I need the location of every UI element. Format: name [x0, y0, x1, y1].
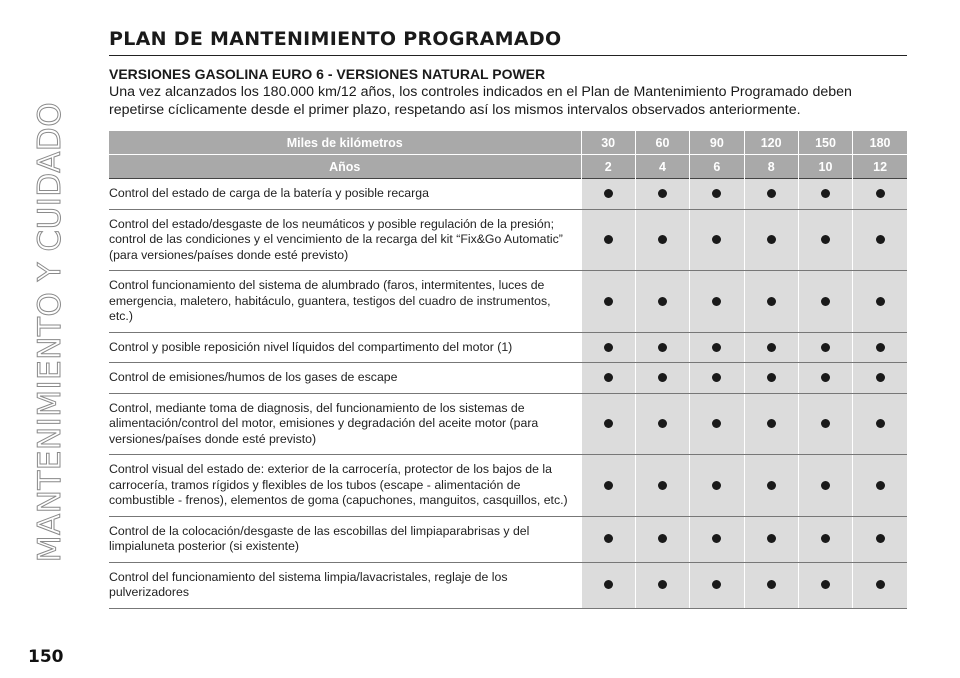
years-header-row [109, 155, 907, 179]
page-content [109, 28, 907, 609]
table-row [109, 332, 907, 363]
interval-cell [798, 516, 852, 562]
section-side-title: MANTENIMIENTO Y CUIDADO [32, 101, 68, 563]
interval-cell [853, 393, 907, 455]
task-description: Control, mediante toma de diagnosis, del funcionamiento de los sistemas de alimentación/control del motor, emisiones y degradación del aceite motor (para versiones/países donde esté previsto) [109, 393, 581, 455]
scheduled-dot-icon [821, 481, 830, 490]
interval-cell [635, 516, 689, 562]
scheduled-dot-icon [604, 189, 613, 198]
interval-cell [581, 332, 635, 363]
interval-cell [581, 516, 635, 562]
interval-cell [690, 332, 744, 363]
interval-cell [635, 209, 689, 271]
task-description: Control funcionamiento del sistema de alumbrado (faros, intermitentes, luces de emergencia, maletero, habitáculo, guantera, testigos del cuadro de instrumentos, etc.) [109, 271, 581, 333]
interval-cell [635, 179, 689, 210]
interval-cell [798, 363, 852, 394]
scheduled-dot-icon [876, 189, 885, 198]
km-header-value: 120 [744, 131, 798, 155]
years-header-value: 8 [744, 155, 798, 179]
table-body [109, 179, 907, 609]
interval-cell [744, 363, 798, 394]
years-header-value: 10 [798, 155, 852, 179]
interval-cell [581, 562, 635, 608]
years-header-value: 2 [581, 155, 635, 179]
km-header-label: Miles de kilómetros [109, 131, 581, 155]
km-header-value: 90 [690, 131, 744, 155]
interval-cell [581, 271, 635, 333]
interval-cell [690, 179, 744, 210]
table-header [109, 131, 907, 179]
task-description: Control de emisiones/humos de los gases de escape [109, 363, 581, 394]
scheduled-dot-icon [712, 235, 721, 244]
interval-cell [581, 393, 635, 455]
interval-cell [690, 455, 744, 517]
years-header-value: 4 [635, 155, 689, 179]
task-description: Control visual del estado de: exterior de la carrocería, protector de los bajos de la carrocería, tramos rígidos y flexibles de los tubos (escape - alimentación de combustible - frenos), elementos de goma (capuchones, manguitos, casquillos, etc.) [109, 455, 581, 517]
scheduled-dot-icon [712, 373, 721, 382]
years-header-label: Años [109, 155, 581, 179]
interval-cell [744, 562, 798, 608]
interval-cell [635, 271, 689, 333]
interval-cell [798, 179, 852, 210]
scheduled-dot-icon [658, 373, 667, 382]
scheduled-dot-icon [712, 580, 721, 589]
interval-cell [635, 332, 689, 363]
interval-cell [853, 562, 907, 608]
scheduled-dot-icon [712, 343, 721, 352]
scheduled-dot-icon [821, 235, 830, 244]
scheduled-dot-icon [821, 373, 830, 382]
scheduled-dot-icon [821, 297, 830, 306]
section-subtitle: VERSIONES GASOLINA EURO 6 - VERSIONES NATURAL POWER [109, 66, 546, 82]
interval-cell [798, 455, 852, 517]
scheduled-dot-icon [604, 481, 613, 490]
interval-cell [744, 332, 798, 363]
interval-cell [798, 209, 852, 271]
scheduled-dot-icon [712, 297, 721, 306]
interval-cell [581, 455, 635, 517]
table-row [109, 455, 907, 517]
interval-cell [744, 179, 798, 210]
scheduled-dot-icon [767, 373, 776, 382]
interval-cell [690, 562, 744, 608]
scheduled-dot-icon [767, 189, 776, 198]
scheduled-dot-icon [604, 419, 613, 428]
scheduled-dot-icon [712, 189, 721, 198]
scheduled-dot-icon [712, 419, 721, 428]
scheduled-dot-icon [767, 419, 776, 428]
interval-cell [853, 455, 907, 517]
maintenance-table [109, 131, 907, 609]
scheduled-dot-icon [658, 534, 667, 543]
task-description: Control del estado de carga de la batería y posible recarga [109, 179, 581, 210]
scheduled-dot-icon [767, 343, 776, 352]
years-header-value: 6 [690, 155, 744, 179]
table-row [109, 562, 907, 608]
interval-cell [635, 455, 689, 517]
scheduled-dot-icon [876, 580, 885, 589]
scheduled-dot-icon [767, 534, 776, 543]
scheduled-dot-icon [658, 235, 667, 244]
interval-cell [690, 393, 744, 455]
scheduled-dot-icon [767, 481, 776, 490]
interval-cell [690, 363, 744, 394]
scheduled-dot-icon [876, 343, 885, 352]
scheduled-dot-icon [767, 580, 776, 589]
interval-cell [635, 363, 689, 394]
interval-cell [744, 271, 798, 333]
scheduled-dot-icon [876, 534, 885, 543]
interval-cell [798, 562, 852, 608]
interval-cell [798, 332, 852, 363]
table-row [109, 179, 907, 210]
scheduled-dot-icon [658, 580, 667, 589]
page-number: 150 [28, 647, 64, 667]
km-header-value: 30 [581, 131, 635, 155]
scheduled-dot-icon [767, 297, 776, 306]
interval-cell [690, 271, 744, 333]
interval-cell [744, 455, 798, 517]
scheduled-dot-icon [658, 343, 667, 352]
scheduled-dot-icon [658, 419, 667, 428]
interval-cell [744, 516, 798, 562]
km-header-value: 60 [635, 131, 689, 155]
interval-cell [798, 393, 852, 455]
scheduled-dot-icon [604, 235, 613, 244]
interval-cell [635, 393, 689, 455]
scheduled-dot-icon [604, 580, 613, 589]
table-row [109, 209, 907, 271]
scheduled-dot-icon [821, 580, 830, 589]
table-row [109, 393, 907, 455]
interval-cell [581, 363, 635, 394]
scheduled-dot-icon [821, 419, 830, 428]
scheduled-dot-icon [821, 534, 830, 543]
interval-cell [853, 209, 907, 271]
interval-cell [798, 271, 852, 333]
scheduled-dot-icon [767, 235, 776, 244]
scheduled-dot-icon [876, 373, 885, 382]
interval-cell [690, 516, 744, 562]
scheduled-dot-icon [604, 343, 613, 352]
km-header-row [109, 131, 907, 155]
intro-paragraph: Una vez alcanzados los 180.000 km/12 años, los controles indicados en el Plan de Mantenimiento Programado deben repetirse cíclicamente desde el primer plazo, respetando así los mismos intervalos observados anteriormente. [109, 84, 852, 118]
scheduled-dot-icon [821, 189, 830, 198]
interval-cell [690, 209, 744, 271]
scheduled-dot-icon [876, 297, 885, 306]
scheduled-dot-icon [604, 534, 613, 543]
scheduled-dot-icon [604, 373, 613, 382]
interval-cell [853, 179, 907, 210]
interval-cell [581, 179, 635, 210]
table-row [109, 363, 907, 394]
years-header-value: 12 [853, 155, 907, 179]
table-row [109, 516, 907, 562]
scheduled-dot-icon [876, 419, 885, 428]
task-description: Control y posible reposición nivel líquidos del compartimento del motor (1) [109, 332, 581, 363]
scheduled-dot-icon [876, 481, 885, 490]
km-header-value: 180 [853, 131, 907, 155]
interval-cell [744, 209, 798, 271]
interval-cell [635, 562, 689, 608]
interval-cell [853, 332, 907, 363]
scheduled-dot-icon [658, 189, 667, 198]
table-row [109, 271, 907, 333]
page-title: PLAN DE MANTENIMIENTO PROGRAMADO [109, 28, 907, 56]
scheduled-dot-icon [604, 297, 613, 306]
scheduled-dot-icon [821, 343, 830, 352]
scheduled-dot-icon [658, 297, 667, 306]
scheduled-dot-icon [876, 235, 885, 244]
task-description: Control del estado/desgaste de los neumáticos y posible regulación de la presión; control de las condiciones y el vencimiento de la recarga del kit “Fix&Go Automatic” (para versiones/países donde esté previsto) [109, 209, 581, 271]
scheduled-dot-icon [712, 534, 721, 543]
task-description: Control del funcionamiento del sistema limpia/lavacristales, reglaje de los pulverizadores [109, 562, 581, 608]
scheduled-dot-icon [712, 481, 721, 490]
scheduled-dot-icon [658, 481, 667, 490]
km-header-value: 150 [798, 131, 852, 155]
task-description: Control de la colocación/desgaste de las escobillas del limpiaparabrisas y del limpialuneta posterior (si existente) [109, 516, 581, 562]
interval-cell [581, 209, 635, 271]
interval-cell [853, 516, 907, 562]
interval-cell [744, 393, 798, 455]
interval-cell [853, 271, 907, 333]
interval-cell [853, 363, 907, 394]
